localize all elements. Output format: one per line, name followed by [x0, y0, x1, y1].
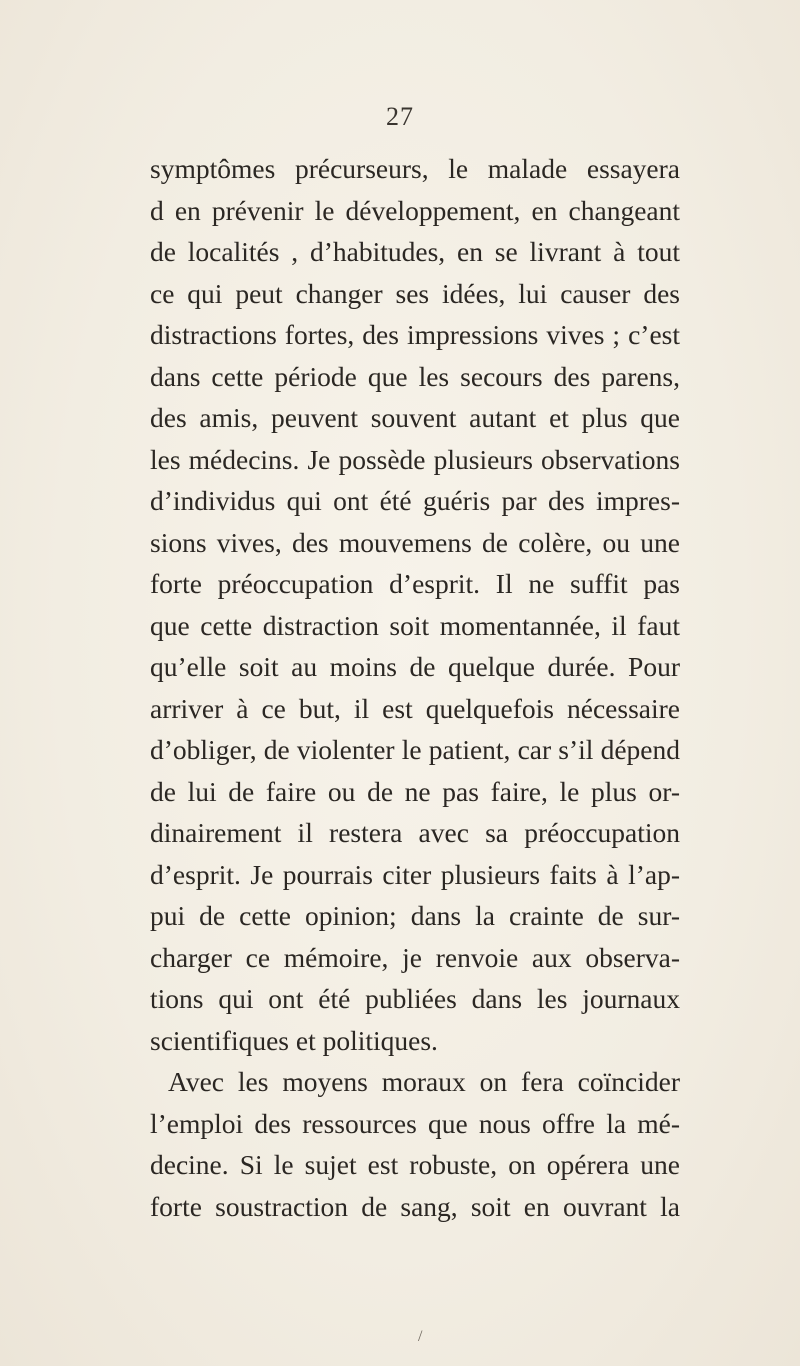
text-line: forte préoccupation d’esprit. Il ne suffit pas — [150, 568, 680, 599]
text-line: symptômes précurseurs, le malade essayera — [150, 153, 680, 184]
text-line: qu’elle soit au moins de quelque durée. Pour — [150, 651, 680, 682]
text-line: des amis, peuvent souvent autant et plus que — [150, 402, 680, 433]
text-line: ce qui peut changer ses idées, lui causer des — [150, 277, 680, 309]
text-line: les médecins. Je possède plusieurs observations — [150, 443, 680, 475]
text-line: charger ce mémoire, je renvoie aux observa- — [150, 941, 680, 973]
text-line: tions qui ont été publiées dans les journaux — [150, 983, 680, 1014]
text-line: que cette distraction soit momentannée, il faut — [150, 609, 680, 641]
text-line: d’esprit. Je pourrais citer plusieurs faits à l’ap- — [150, 858, 680, 890]
text-line: dinairement il restera avec sa préoccupation — [150, 817, 680, 848]
footer-mark: / — [418, 1328, 423, 1345]
text-line: arriver à ce but, il est quelquefois nécessaire — [150, 692, 680, 724]
text-line: l’emploi des ressources que nous offre la mé- — [150, 1107, 680, 1139]
text-line: dans cette période que les secours des parens, — [150, 360, 680, 392]
text-line: pui de cette opinion; dans la crainte de sur- — [150, 900, 680, 931]
text-line: de lui de faire ou de ne pas faire, le plus or- — [150, 775, 680, 807]
text-line: d’individus qui ont été guéris par des impres- — [150, 485, 680, 516]
page-number: 27 — [386, 102, 414, 131]
text-line: d en prévenir le développement, en changeant — [150, 194, 680, 226]
text-line: forte soustraction de sang, soit en ouvrant la — [150, 1190, 680, 1222]
text-line: decine. Si le sujet est robuste, on opérera une — [150, 1149, 680, 1180]
text-line-paragraph-end: scientifiques et politiques. — [150, 1024, 438, 1056]
text-line: d’obliger, de violenter le patient, car s’il dépend — [150, 734, 680, 765]
text-line: sions vives, des mouvemens de colère, ou une — [150, 526, 680, 558]
text-line: distractions fortes, des impressions vives ; c’est — [150, 319, 680, 350]
body-text — [150, 148, 680, 1227]
text-line-paragraph-start: Avec les moyens moraux on fera coïncider — [168, 1066, 680, 1097]
text-line: de localités , d’habitudes, en se livrant à tout — [150, 236, 680, 267]
